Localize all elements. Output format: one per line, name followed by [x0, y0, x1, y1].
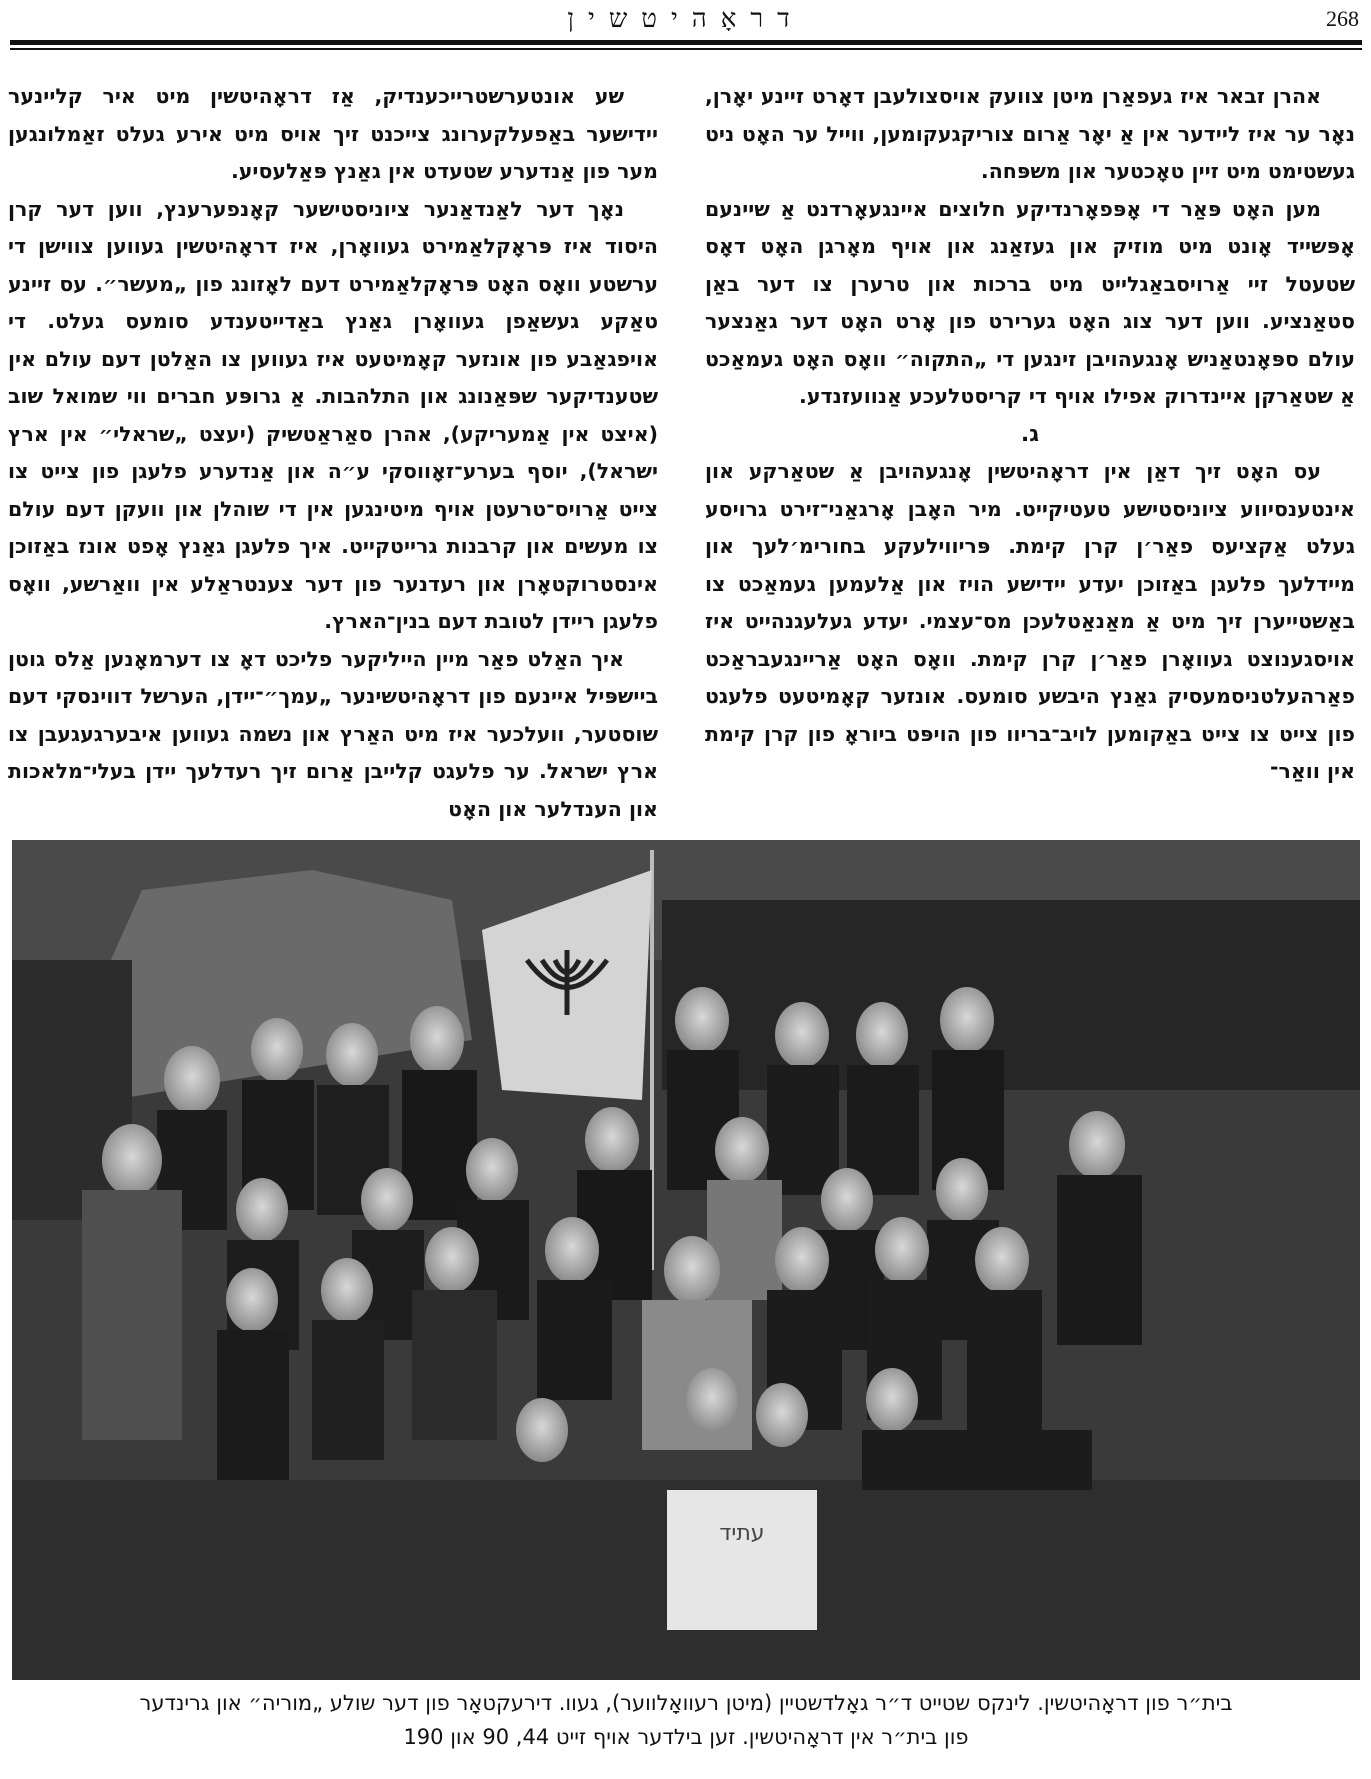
section-mark: ג.	[1020, 421, 1040, 447]
paragraph: אהרן זבאר איז געפאַרן מיטן צוועק אויסצולעבן דאָרט זיינע יאָרן, נאָר ער איז ליידער אין אַ יאָר אַרום צוריקגעקומען, ווייל ער האָט ניט געשטימט מיט זיין טאָכטער און משפּחה.	[705, 84, 1355, 183]
group-photo	[12, 840, 1360, 1680]
left-column	[8, 78, 658, 826]
page-number: 268	[1326, 6, 1359, 31]
paragraph: שע אונטערשטרייכענדיק, אַז דראָהיטשין מיט איר קליינער יידישער באַפעלקערונג צייכנט זיך אויס מיט אירע געלט זאַמלונגען מער פון אַנדערע שטעדט אין גאַנץ פּאַלעסיע.	[8, 84, 658, 183]
paragraph: איך האַלט פאַר מיין הייליקער פליכט דאָ צו דערמאָנען אַלס גוטן ביישפּיל איינעם פון דראָהיטשינער „עמך״־יידן, הערשל דווינסקי דעם שוסטער, וועלכער איז מיט האַרץ און נשמה געווען איבערגעגעבן צו ארץ ישראל. ער פלעגט קלייבן אַרום זיך רעדלעך יידן בעלי־מלאכות און הענדלער און האָט	[8, 646, 658, 821]
photo-caption	[10, 1686, 1362, 1754]
sign-board	[667, 1490, 817, 1630]
header-rule-thick	[10, 40, 1362, 45]
header-rule-thin	[10, 48, 1362, 50]
paragraph: עס האָט זיך דאַן אין דראָהיטשין אָנגעהויבן אַ שטאַרקע און אינטענסיווע ציוניסטישע טעטיקייט. מיר האָבן אָרגאַני־זירט גרויסע געלט אַקציעס פאַר׳ן קרן קימת. פּריווילעקע בחורימ׳לעך און מיידלעך פלעגן באַזוכן יעדע יידישע הויז און אַלעמען געמאַכט צו באַשטייערן זיך מיט אַ מאַנאַטלעכן מס־עצמי. יעדע געלעגנהייט איז אויסגענוצט געוואָרן פאַר׳ן קרן קימת. וואָס האָט אַריינגעבראַכט פאַרהעלטניסמעסיק גאַנץ היבשע סומעס. אונזער קאָמיטעט פלעגט פון צייט צו צייט באַקומען לויב־בריוו פון הויפּט ביוראָ פון קרן קימת אין וואַר־	[705, 459, 1355, 783]
running-head	[0, 0, 1371, 44]
caption-line: פון בית״ר אין דראָהיטשין. זען בילדער אויף זייט 44, 90 און 190	[403, 1725, 969, 1749]
right-column	[705, 78, 1355, 826]
paragraph: מען האָט פּאַר די אָפּפאָרנדיקע חלוצים איינגעאָרדנט אַ שיינעם אָפּשייד אָונט מיט מוזיק און געזאַנג און אויף מאָרגן האָט דאָס שטעטל זיי אַרויסבאַגלייט מיט ברכות און טרערן צו דער באַן סטאַנציע. ווען דער צוג האָט גערירט פון אָרט האָט דער גאַנצער עולם ספּאָנטאַניש אָנגעהויבן זינגען די „התקוה״ וואָס האָט געמאַכט אַ שטאַרקן איינדרוק אפילו אויף די קריסטלעכע אַנוועזנדע.	[705, 196, 1355, 408]
running-title: דראָהיטשין	[567, 4, 804, 34]
paragraph: נאָך דער לאַנדאַנער ציוניסטישער קאָנפערענץ, ווען דער קרן היסוד איז פּראָקלאַמירט געוואָרן, איז דראָהיטשין געווען צווישן די ערשטע וואָס האָט פּראָקלאַמירט דעם לאָזונג פון „מעשר״. עס זיינע טאַקע געשאַפן געוואָרן גאַנץ באַדייטענדע סומעס געלט. די אויפגאַבע פון אונזער קאָמיטעט איז געווען צו האַלטן דעם עולם אין שטענדיקער שפּאַנונג און התלהבות. אַ גרופּע חברים ווי שמואל שוב (איצט אין אַמעריקע), אהרן סאַראַטשיק (יעצט „שראלי״ אין ארץ ישראל), יוסף בערע־זאָווסקי ע״ה און אַנדערע פלעגן פון צייט צו צייט אַרויס־טרעטן אויף מיטינגען אין די שוהלן און וועקן דעם עולם צו מעשים און קרבנות גרייטקייט. איך פלעגן גאַנץ אָפט אונז באַזוכן אינסטרוקטאָרן און רעדנער פון דער צענטראַלע אין וואַרשע, וואָס פלעגן ריידן לטובת דעם בנין־הארץ.	[8, 196, 658, 633]
caption-line: בית״ר פון דראָהיטשין. לינקס שטייט ד״ר גאָלדשטיין (מיטן רעוואָלווער), געוו. דירעקטאָר פון דער שולע „מוריה״ און גרינדער	[139, 1691, 1233, 1715]
group-photo-drawing	[12, 840, 1360, 1680]
sign-text: עתיד	[719, 1521, 765, 1546]
